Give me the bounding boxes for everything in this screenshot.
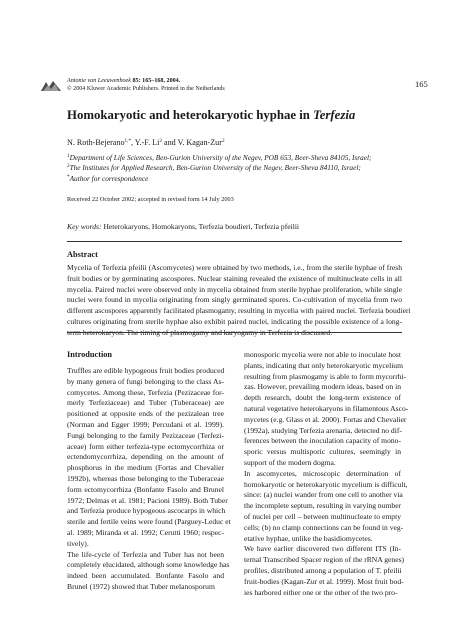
intro-line: natural vegetative heterokaryons in filamentous Asco- (244, 403, 409, 413)
keywords (67, 222, 299, 231)
author-1-affil: 1,* (124, 138, 132, 144)
intro-line: 1992b), whereas those belonging to the Tuberaceae (67, 473, 224, 483)
intro-line: depth research, doubt the long-term existence of (244, 393, 401, 403)
intro-line: monosporic mycelia were not able to inoculate host (244, 350, 401, 359)
rule-bottom (67, 332, 402, 333)
intro-line: We have earlier discovered two different ITS (In- (244, 544, 401, 554)
affiliation-1-mark: 1 (67, 153, 70, 159)
intro-line: sterile and fertile veins were found (Parguey-Leduc et (67, 517, 231, 527)
intro-line: merly Terfeziaceae) and Tuber (Tuberaceae) are (67, 398, 224, 408)
correspondence-note (67, 174, 412, 184)
intro-line: Truffles are edible hypogeous fruit bodies produced (67, 366, 225, 375)
page-number: 165 (415, 79, 428, 89)
intro-line: aceae) form either terfezia-type ectomycorrhiza or (67, 441, 224, 451)
journal-citation (67, 78, 225, 93)
publisher-logo (40, 80, 62, 92)
affiliation-2-text: The Institutes for Applied Research, Ben-Gurion University of the Negev, Beer-Sheva 84110, Israel; (69, 163, 361, 173)
intro-line: ectendomycorrhiza, depending on the amount of (67, 452, 224, 462)
intro-line: ternal Transcribed Spacer region of the rRNA genes) (244, 555, 405, 565)
intro-line: zas. However, prevailing modern ideas, based on in (244, 382, 401, 392)
introduction-heading: Introduction (67, 350, 113, 359)
intro-line: mycetes (e.g. Glass et al. 2000). Fortas and Chevalier (244, 414, 407, 424)
intro-line: and Terfezia produce hypogeous ascocarps in which (67, 506, 226, 516)
intro-line: tively). (67, 538, 89, 548)
intro-line: resulting from plasmogamy is able to form mycorrhi- (244, 371, 407, 381)
journal-volume: 85: 165–168, 2004. (132, 78, 181, 84)
affiliation-1 (67, 153, 412, 163)
intro-line: of nuclei per cell – between multinucleate to empty (244, 511, 401, 521)
intro-line: ies harbored either one or the other of the two pro- (244, 587, 398, 597)
abstract-line: mycelia. Paired nuclei were observed only in mycelia obtained from sterile hyphae proliferation, while single (67, 284, 402, 294)
intro-line: homokaryotic or heterokaryotic mycelium is difficult, (244, 479, 408, 489)
intro-line: completely elucidated, although some knowledge has (67, 560, 230, 570)
intro-line: fruit-bodies (Kagan-Zur et al. 1999). Most fruit bod- (244, 576, 404, 586)
intro-column-right (244, 350, 409, 598)
rule-top (67, 241, 402, 242)
abstract-body (67, 263, 411, 339)
received-dates: Received 22 October 2002; accepted in revised form 14 July 2003 (67, 196, 234, 203)
intro-line: etative hyphae, unlike the basidiomycetes. (244, 533, 373, 543)
author-list (67, 138, 225, 147)
abstract-line: Mycelia of Terfezia pfeilii (Ascomycetes) were obtained by two methods, i.e., from the sterile hyphae of fresh (67, 263, 402, 272)
affiliation-2-mark: 2 (67, 163, 70, 170)
abstract-line: term heterokaryon. The timing of plasmogamy and karyogamy in Terfezia is discussed. (67, 327, 333, 337)
title-text: Homokaryotic and heterokaryotic hyphae in (67, 108, 314, 122)
intro-line: form ectomycorrhiza (Bonfante Fasolo and Brunel (67, 484, 224, 494)
intro-line: the incomplete septum, resulting in varying number (244, 501, 402, 511)
intro-line: al. 1989; Miranda et al. 1992; Cerutti 1960; respec- (67, 527, 224, 537)
intro-line: cells; (b) no clamp connections can be found in veg- (244, 522, 404, 532)
journal-name: Antonie van Leeuwenhoek (67, 78, 131, 84)
intro-line: indeed been accumulated. Bonfante Fasolo and (67, 571, 224, 581)
affiliation-2 (67, 163, 412, 173)
intro-line: In ascomycetes, microscopic determination of (244, 468, 401, 478)
keywords-label: Key words: (67, 222, 102, 231)
article-title (67, 108, 355, 123)
abstract-line: nuclei were found in mycelia originating from singly germinated spores. Co-cultivation of mycelia from two (67, 295, 402, 305)
intro-line: sporic versus multisporic cultures, seemingly in (244, 447, 401, 457)
affiliations (67, 153, 412, 184)
intro-line: positioned at opposite ends of the pezizalean tree (67, 409, 224, 419)
intro-column-left (67, 366, 231, 593)
abstract-heading: Abstract (67, 250, 98, 259)
title-genus: Terfezia (313, 108, 356, 122)
intro-line: (1992a), studying Terfezia arenaria, detected no dif- (244, 425, 402, 435)
intro-line: comycetes. Among these, Terfezia (Pezizaceae for- (67, 387, 224, 397)
intro-line: ferences between the inoculation capacity of mono- (244, 436, 401, 446)
intro-line: profiles, distributed among a population of T. pfeilii (244, 565, 402, 575)
author-3: and V. Kagan-Zur (161, 138, 222, 147)
correspondence-text: Author for correspondence (69, 173, 149, 183)
copyright-line: © 2004 Kluwer Academic Publishers. Printed in the Netherlands (67, 85, 225, 92)
abstract-line: fruit bodies or by germinating ascospores. Nuclear staining revealed the existence of multinucleate cells in all (67, 273, 402, 283)
affiliation-1-text: Department of Life Sciences, Ben-Gurion University of the Negev, POB 653, Beer-Sheva 84105, Israel; (69, 153, 372, 162)
intro-line: (Norman and Egger 1999; Percudani et al. 1999). (67, 419, 224, 429)
abstract-line: cultures originating from sterile hyphae also exhibit paired nuclei, indicating the possible existence of a long- (67, 316, 402, 326)
intro-line: support of the modern dogma. (244, 457, 336, 467)
author-2-affil: 2 (159, 138, 162, 144)
intro-line: plants, indicating that only heterokaryotic mycelium (244, 360, 404, 370)
abstract-line: different ascospores apparently facilitated plasmogamy, resulting in mycelia with paired nuclei. Terfezia boudieri (67, 306, 411, 316)
author-3-affil: 2 (221, 138, 225, 144)
author-2: , Y.-F. Li (131, 138, 160, 147)
intro-line: by many genera of fungi belonging to the class As- (67, 376, 224, 386)
correspondence-mark: * (67, 173, 70, 180)
intro-line: Brunel (1972) showed that Tuber melanosporum (67, 581, 215, 591)
keywords-text: Heterokaryons, Homokaryons, Terfezia boudieri, Terfezia pfeilii (103, 222, 300, 231)
intro-line: Fungi belonging to the family Pezizaceae (Terfezi- (67, 430, 224, 440)
author-1: N. Roth-Bejerano (67, 138, 125, 147)
intro-line: 1972; Delmas et al. 1981; Pacioni 1989). Both Tuber (67, 495, 228, 505)
intro-line: The life-cycle of Terfezia and Tuber has not been (67, 549, 224, 559)
intro-line: since: (a) nuclei wander from one cell to another via (244, 490, 403, 500)
intro-line: phosphorus in the medium (Fortas and Chevalier (67, 463, 224, 473)
